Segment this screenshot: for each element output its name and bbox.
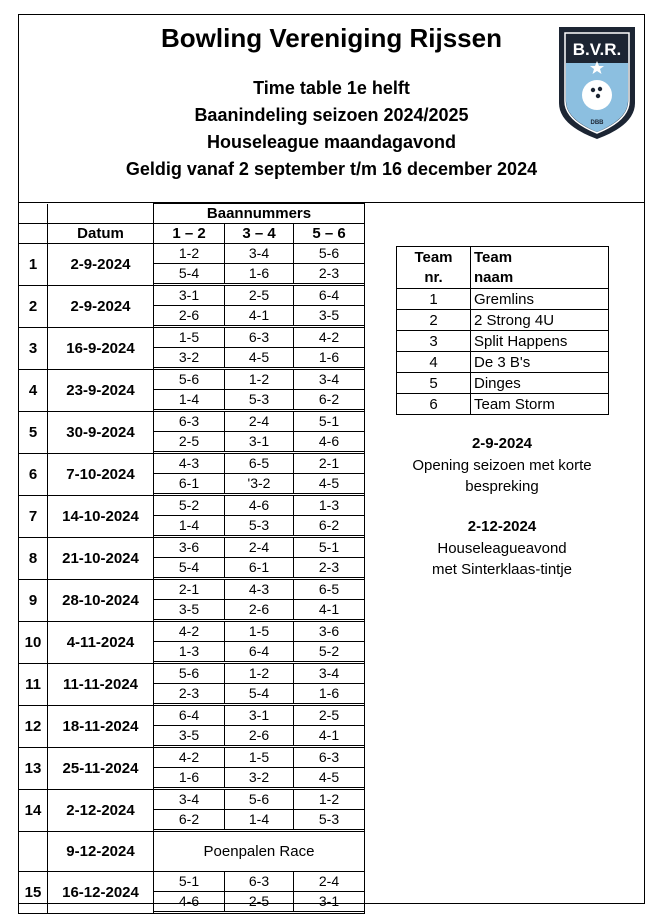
matchup-cell: 5-1 xyxy=(154,872,225,892)
matchup-cell: 3-4 xyxy=(294,664,365,684)
matchup-cell: 2-5 xyxy=(154,432,225,452)
round-number: 13 xyxy=(19,748,48,790)
matchup-cell: 6-4 xyxy=(294,286,365,306)
note-date: 2-9-2024 xyxy=(471,435,533,452)
round-number: 4 xyxy=(19,370,48,412)
matchup-cell: 2-5 xyxy=(225,286,294,306)
matchup-cell: 6-4 xyxy=(154,706,225,726)
round-date: 23-9-2024 xyxy=(48,370,154,412)
schedule-row xyxy=(19,244,365,264)
team-row xyxy=(397,331,609,352)
logo-letters: B.V.R. xyxy=(572,40,622,59)
round-date: 2-12-2024 xyxy=(48,790,154,832)
round-number: 1 xyxy=(19,244,48,286)
note-text: Houseleagueavond xyxy=(437,540,567,557)
matchup-cell: 1-4 xyxy=(225,810,294,830)
round-note: Poenpalen Race xyxy=(154,832,365,872)
team-number: 3 xyxy=(397,331,471,352)
matchup-cell: 1-6 xyxy=(225,264,294,284)
matchup-cell: 4-2 xyxy=(154,748,225,768)
ball-hole-icon xyxy=(596,94,600,98)
schedule-row xyxy=(19,412,365,432)
matchup-cell: 2-4 xyxy=(225,412,294,432)
matchup-cell: 5-1 xyxy=(294,412,365,432)
schedule-row xyxy=(19,790,365,810)
lanes-header: Baannummers xyxy=(154,204,365,224)
ball-hole-icon xyxy=(598,87,602,91)
page-title: Bowling Vereniging Rijssen xyxy=(161,23,502,53)
matchup-cell: 3-1 xyxy=(294,892,365,912)
lane-header: 1 – 2 xyxy=(154,224,225,244)
schedule-row xyxy=(19,286,365,306)
matchup-cell: 6-1 xyxy=(154,474,225,494)
matchup-cell: 4-6 xyxy=(154,892,225,912)
schedule-row xyxy=(19,622,365,642)
matchup-cell: 5-3 xyxy=(225,390,294,410)
matchup-cell: 3-2 xyxy=(225,768,294,788)
table-corner xyxy=(19,204,48,224)
matchup-cell: 5-1 xyxy=(294,538,365,558)
team-row xyxy=(397,394,609,415)
round-date: 30-9-2024 xyxy=(48,412,154,454)
round-number: 2 xyxy=(19,286,48,328)
matchup-cell: 4-5 xyxy=(294,474,365,494)
matchup-cell: 3-5 xyxy=(154,726,225,746)
round-date: 7-10-2024 xyxy=(48,454,154,496)
schedule-row xyxy=(19,370,365,390)
matchup-cell: 3-2 xyxy=(154,348,225,368)
matchup-cell: 6-2 xyxy=(294,516,365,536)
matchup-cell: 3-1 xyxy=(154,286,225,306)
team-name: Team Storm xyxy=(471,394,609,415)
matchup-cell: '3-2 xyxy=(225,474,294,494)
table-corner xyxy=(19,224,48,244)
schedule-row xyxy=(19,872,365,892)
matchup-cell: 2-5 xyxy=(294,706,365,726)
matchup-cell: 4-2 xyxy=(294,328,365,348)
schedule-row xyxy=(19,580,365,600)
matchup-cell: 1-5 xyxy=(225,748,294,768)
matchup-cell: 1-3 xyxy=(154,642,225,662)
schedule-row xyxy=(19,454,365,474)
matchup-cell: 6-1 xyxy=(225,558,294,578)
round-date: 16-12-2024 xyxy=(48,872,154,914)
schedule-row xyxy=(19,832,365,872)
table-corner xyxy=(48,204,154,224)
matchup-cell: 1-5 xyxy=(225,622,294,642)
matchup-cell: 3-4 xyxy=(154,790,225,810)
subtitle-validity: Geldig vanaf 2 september t/m 16 december 2024 xyxy=(125,159,538,179)
round-date: 9-12-2024 xyxy=(48,832,154,872)
matchup-cell: 3-1 xyxy=(225,432,294,452)
matchup-cell: 2-4 xyxy=(225,538,294,558)
round-number: 8 xyxy=(19,538,48,580)
round-number: 7 xyxy=(19,496,48,538)
matchup-cell: 6-2 xyxy=(294,390,365,410)
matchup-cell: 5-4 xyxy=(154,264,225,284)
teams-table xyxy=(396,246,609,415)
subtitle-season: Baanindeling seizoen 2024/2025 xyxy=(194,105,469,125)
matchup-cell: 3-5 xyxy=(154,600,225,620)
team-number: 2 xyxy=(397,310,471,331)
matchup-cell: 1-6 xyxy=(154,768,225,788)
matchup-cell: 4-5 xyxy=(294,768,365,788)
matchup-cell: 2-6 xyxy=(154,306,225,326)
subtitle-league: Houseleague maandagavond xyxy=(206,132,457,152)
round-number: 5 xyxy=(19,412,48,454)
team-row xyxy=(397,310,609,331)
round-date: 2-9-2024 xyxy=(48,244,154,286)
matchup-cell: 6-2 xyxy=(154,810,225,830)
matchup-cell: 5-6 xyxy=(154,370,225,390)
matchup-cell: 3-4 xyxy=(225,244,294,264)
matchup-cell: 4-1 xyxy=(294,726,365,746)
matchup-cell: 6-3 xyxy=(154,412,225,432)
round-date: 4-11-2024 xyxy=(48,622,154,664)
matchup-cell: 5-2 xyxy=(294,642,365,662)
round-number: 15 xyxy=(19,872,48,914)
matchup-cell: 3-4 xyxy=(294,370,365,390)
team-name-header: Team naam xyxy=(471,247,609,289)
matchup-cell: 4-5 xyxy=(225,348,294,368)
matchup-cell: 2-1 xyxy=(154,580,225,600)
matchup-cell: 1-2 xyxy=(154,244,225,264)
round-date: 25-11-2024 xyxy=(48,748,154,790)
matchup-cell: 6-4 xyxy=(225,642,294,662)
matchup-cell: 1-3 xyxy=(294,496,365,516)
matchup-cell: 4-1 xyxy=(225,306,294,326)
note-text: Opening seizoen met korte xyxy=(412,457,592,474)
round-number: 12 xyxy=(19,706,48,748)
matchup-cell: 5-6 xyxy=(154,664,225,684)
round-number: 6 xyxy=(19,454,48,496)
matchup-cell: 6-3 xyxy=(294,748,365,768)
round-number: 14 xyxy=(19,790,48,832)
matchup-cell: 5-2 xyxy=(154,496,225,516)
team-number: 1 xyxy=(397,289,471,310)
matchup-cell: 1-6 xyxy=(294,348,365,368)
matchup-cell: 2-6 xyxy=(225,726,294,746)
lane-header: 3 – 4 xyxy=(225,224,294,244)
matchup-cell: 2-5 xyxy=(225,892,294,912)
matchup-cell: 3-5 xyxy=(294,306,365,326)
round-number: 9 xyxy=(19,580,48,622)
schedule-row xyxy=(19,328,365,348)
matchup-cell: 3-6 xyxy=(294,622,365,642)
matchup-cell: 2-4 xyxy=(294,872,365,892)
schedule-row xyxy=(19,706,365,726)
matchup-cell: 1-4 xyxy=(154,390,225,410)
matchup-cell: 5-3 xyxy=(294,810,365,830)
bvr-logo xyxy=(557,25,637,141)
date-header: Datum xyxy=(48,224,154,244)
team-row xyxy=(397,289,609,310)
round-date: 28-10-2024 xyxy=(48,580,154,622)
matchup-cell: 1-5 xyxy=(154,328,225,348)
matchup-cell: 4-3 xyxy=(154,454,225,474)
team-number: 4 xyxy=(397,352,471,373)
team-number: 6 xyxy=(397,394,471,415)
team-name: Dinges xyxy=(471,373,609,394)
schedule-table xyxy=(18,203,365,914)
note-text: met Sinterklaas-tintje xyxy=(431,561,573,578)
schedule-row xyxy=(19,748,365,768)
matchup-cell: 5-3 xyxy=(225,516,294,536)
matchup-cell: 3-1 xyxy=(225,706,294,726)
matchup-cell: 2-3 xyxy=(154,684,225,704)
round-date: 21-10-2024 xyxy=(48,538,154,580)
matchup-cell: 6-3 xyxy=(225,328,294,348)
ball-hole-icon xyxy=(591,88,595,92)
schedule-row xyxy=(19,538,365,558)
matchup-cell: 6-5 xyxy=(294,580,365,600)
matchup-cell: 1-2 xyxy=(294,790,365,810)
matchup-cell: 5-6 xyxy=(294,244,365,264)
note-text: bespreking xyxy=(465,478,539,495)
round-number: 10 xyxy=(19,622,48,664)
matchup-cell: 5-4 xyxy=(225,684,294,704)
note-date: 2-12-2024 xyxy=(467,518,537,535)
round-date: 2-9-2024 xyxy=(48,286,154,328)
matchup-cell: 3-6 xyxy=(154,538,225,558)
matchup-cell: 2-3 xyxy=(294,264,365,284)
schedule-row xyxy=(19,664,365,684)
matchup-cell: 4-6 xyxy=(294,432,365,452)
team-row xyxy=(397,373,609,394)
round-date: 18-11-2024 xyxy=(48,706,154,748)
lane-header: 5 – 6 xyxy=(294,224,365,244)
round-number: 11 xyxy=(19,664,48,706)
team-nr-header: Team nr. xyxy=(397,247,471,289)
matchup-cell: 1-2 xyxy=(225,370,294,390)
round-number: 3 xyxy=(19,328,48,370)
matchup-cell: 2-3 xyxy=(294,558,365,578)
logo-badge: DBB xyxy=(590,120,604,126)
round-date: 11-11-2024 xyxy=(48,664,154,706)
team-name: De 3 B's xyxy=(471,352,609,373)
team-name: 2 Strong 4U xyxy=(471,310,609,331)
round-date: 16-9-2024 xyxy=(48,328,154,370)
round-number xyxy=(19,832,48,872)
schedule-row xyxy=(19,496,365,516)
matchup-cell: 1-6 xyxy=(294,684,365,704)
team-number: 5 xyxy=(397,373,471,394)
matchup-cell: 4-6 xyxy=(225,496,294,516)
matchup-cell: 4-3 xyxy=(225,580,294,600)
matchup-cell: 2-1 xyxy=(294,454,365,474)
team-name: Gremlins xyxy=(471,289,609,310)
matchup-cell: 1-2 xyxy=(225,664,294,684)
matchup-cell: 6-5 xyxy=(225,454,294,474)
matchup-cell: 4-1 xyxy=(294,600,365,620)
round-date: 14-10-2024 xyxy=(48,496,154,538)
team-row xyxy=(397,352,609,373)
round-spacer-cell xyxy=(154,912,365,914)
matchup-cell: 4-2 xyxy=(154,622,225,642)
team-name: Split Happens xyxy=(471,331,609,352)
matchup-cell: 6-3 xyxy=(225,872,294,892)
matchup-cell: 2-6 xyxy=(225,600,294,620)
matchup-cell: 5-4 xyxy=(154,558,225,578)
matchup-cell: 1-4 xyxy=(154,516,225,536)
matchup-cell: 5-6 xyxy=(225,790,294,810)
subtitle-timetable: Time table 1e helft xyxy=(253,78,410,98)
